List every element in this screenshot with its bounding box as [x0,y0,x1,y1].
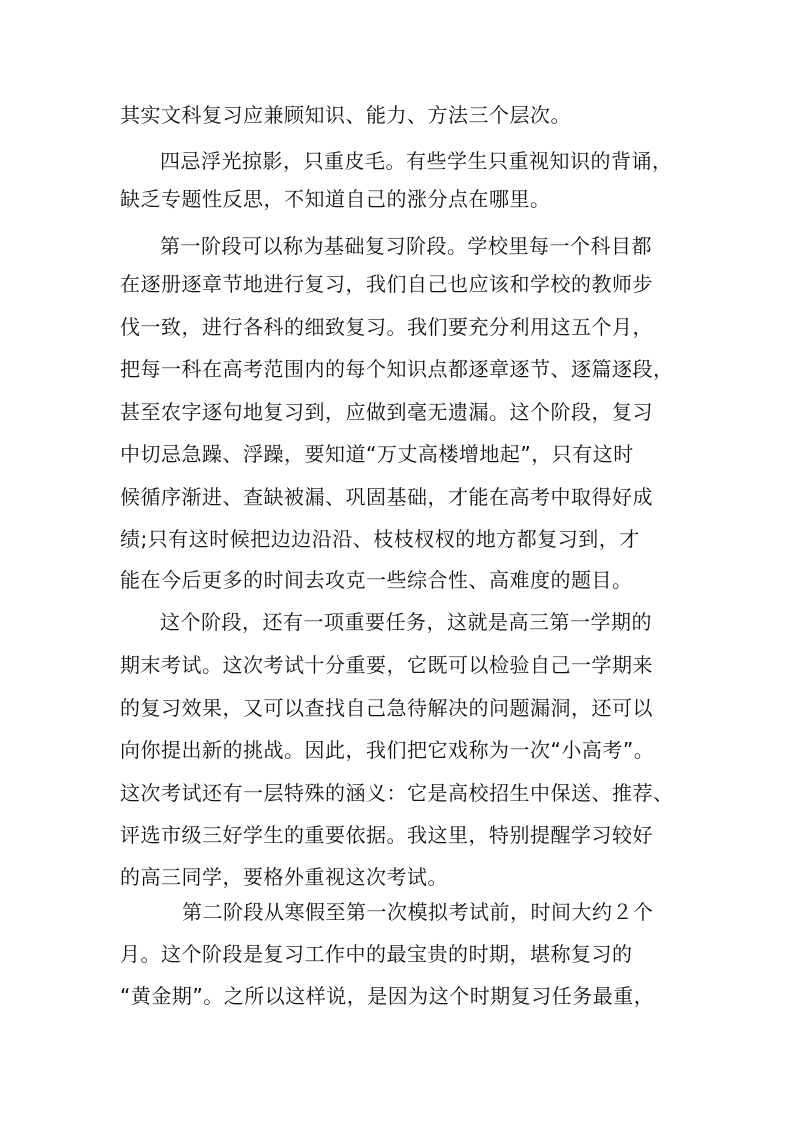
text-line: 期末考试。这次考试十分重要，它既可以检验自己一学期来 [120,653,653,677]
text-line: 的高三同学，要格外重视这次考试。 [120,865,448,889]
text-line: “黄金期”。之所以这样说，是因为这个时期复习任务最重， [120,984,655,1008]
text-line: 评选市级三好学生的重要依据。我这里，特别提醒学习较好 [120,823,653,847]
text-line: 中切忌急躁、浮躁，要知道“万丈高楼增地起”，只有这时 [120,442,634,466]
text-line: 把每一科在高考范围内的每个知识点都逐章逐节、逐篇逐段， [120,357,674,381]
text-line: 甚至农字逐句地复习到，应做到毫无遗漏。这个阶段，复习 [120,400,653,424]
text-line: 月。这个阶段是复习工作中的最宝贵的时期，堪称复习的 [120,942,633,966]
text-line: 四忌浮光掠影，只重皮毛。有些学生只重视知识的背诵， [160,149,673,173]
text-line: 这个阶段，还有一项重要任务，这就是高三第一学期的 [160,610,652,634]
text-line: 候循序渐进、查缺被漏、巩固基础，才能在高考中取得好成 [120,485,653,509]
text-line: 第一阶段可以称为基础复习阶段。学校里每一个科目都 [160,234,652,258]
text-line: 第二阶段从寒假至第一次模拟考试前，时间大约２个 [182,900,654,924]
text-line: 其实文科复习应兼顾知识、能力、方法三个层次。 [120,103,571,127]
text-line: 伐一致，进行各科的细致复习。我们要充分利用这五个月， [120,315,653,339]
text-line: 缺乏专题性反思，不知道自己的涨分点在哪里。 [120,187,551,211]
text-line: 在逐册逐章节地进行复习，我们自己也应该和学校的教师步 [120,272,653,296]
text-line: 这次考试还有一层特殊的涵义：它是高校招生中保送、推荐、 [120,781,674,805]
text-line: 的复习效果，又可以查找自己急待解决的问题漏洞，还可以 [120,696,653,720]
text-line: 能在今后更多的时间去攻克一些综合性、高难度的题目。 [120,568,633,592]
text-line: 绩;只有这时候把边边沿沿、枝枝杈杈的地方都复习到，才 [120,527,640,551]
text-line: 向你提出新的挑战。因此，我们把它戏称为一次“小高考”。 [120,738,655,762]
